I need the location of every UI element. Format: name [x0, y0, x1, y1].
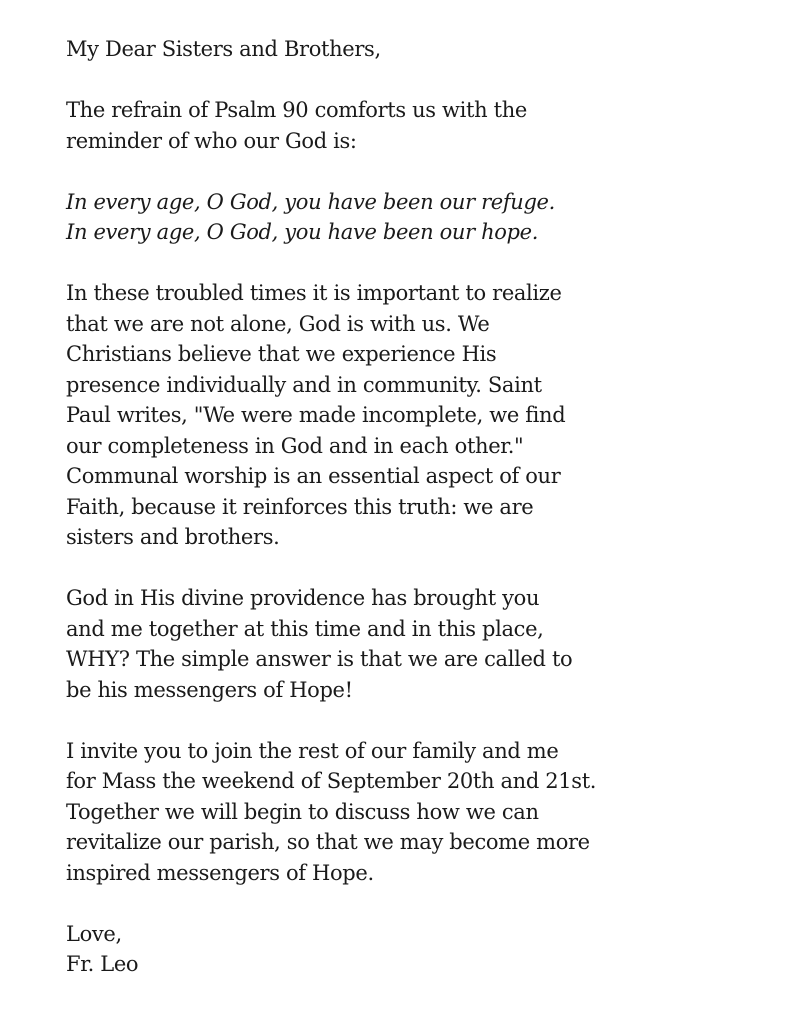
- signature: Fr. Leo: [66, 952, 139, 976]
- text-line: revitalize our parish, so that we may become more: [66, 830, 590, 854]
- providence-paragraph: [66, 583, 686, 705]
- salutation: My Dear Sisters and Brothers,: [66, 37, 381, 61]
- psalm-refrain: [66, 187, 686, 248]
- text-line: Together we will begin to discuss how we can: [66, 799, 539, 824]
- text-line: our completeness in God and in each other.": [66, 433, 524, 458]
- text-line: be his messengers of Hope!: [66, 677, 353, 702]
- text-line: God in His divine providence has brought you: [66, 586, 540, 610]
- text-line: In these troubled times it is important to realize: [66, 281, 562, 305]
- text-line: The refrain of Psalm 90 comforts us with the: [66, 98, 527, 122]
- text-line: presence individually and in community. Saint: [66, 372, 542, 397]
- text-line: sisters and brothers.: [66, 525, 280, 549]
- text-line: Christians believe that we experience His: [66, 342, 497, 366]
- text-line: that we are not alone, God is with us. We: [66, 311, 490, 336]
- closing-block: [66, 919, 686, 980]
- troubled-times-paragraph: [66, 278, 686, 553]
- refrain-line: In every age, O God, you have been our refuge.: [66, 189, 555, 214]
- text-line: Paul writes, "We were made incomplete, we find: [66, 403, 566, 427]
- text-line: for Mass the weekend of September 20th and 21st.: [66, 769, 597, 793]
- intro-paragraph: [66, 95, 686, 156]
- text-line: Faith, because it reinforces this truth: we are: [66, 494, 534, 519]
- closing-word: Love,: [66, 921, 122, 946]
- text-line: I invite you to join the rest of our family and me: [66, 738, 559, 763]
- letter-body: [66, 34, 686, 980]
- text-line: and me together at this time and in this place,: [66, 616, 544, 641]
- text-line: Communal worship is an essential aspect of our: [66, 464, 561, 488]
- refrain-line: In every age, O God, you have been our hope.: [66, 220, 539, 244]
- text-line: reminder of who our God is:: [66, 128, 357, 153]
- text-line: inspired messengers of Hope.: [66, 860, 374, 885]
- invitation-paragraph: [66, 736, 686, 889]
- text-line: WHY? The simple answer is that we are called to: [66, 647, 573, 671]
